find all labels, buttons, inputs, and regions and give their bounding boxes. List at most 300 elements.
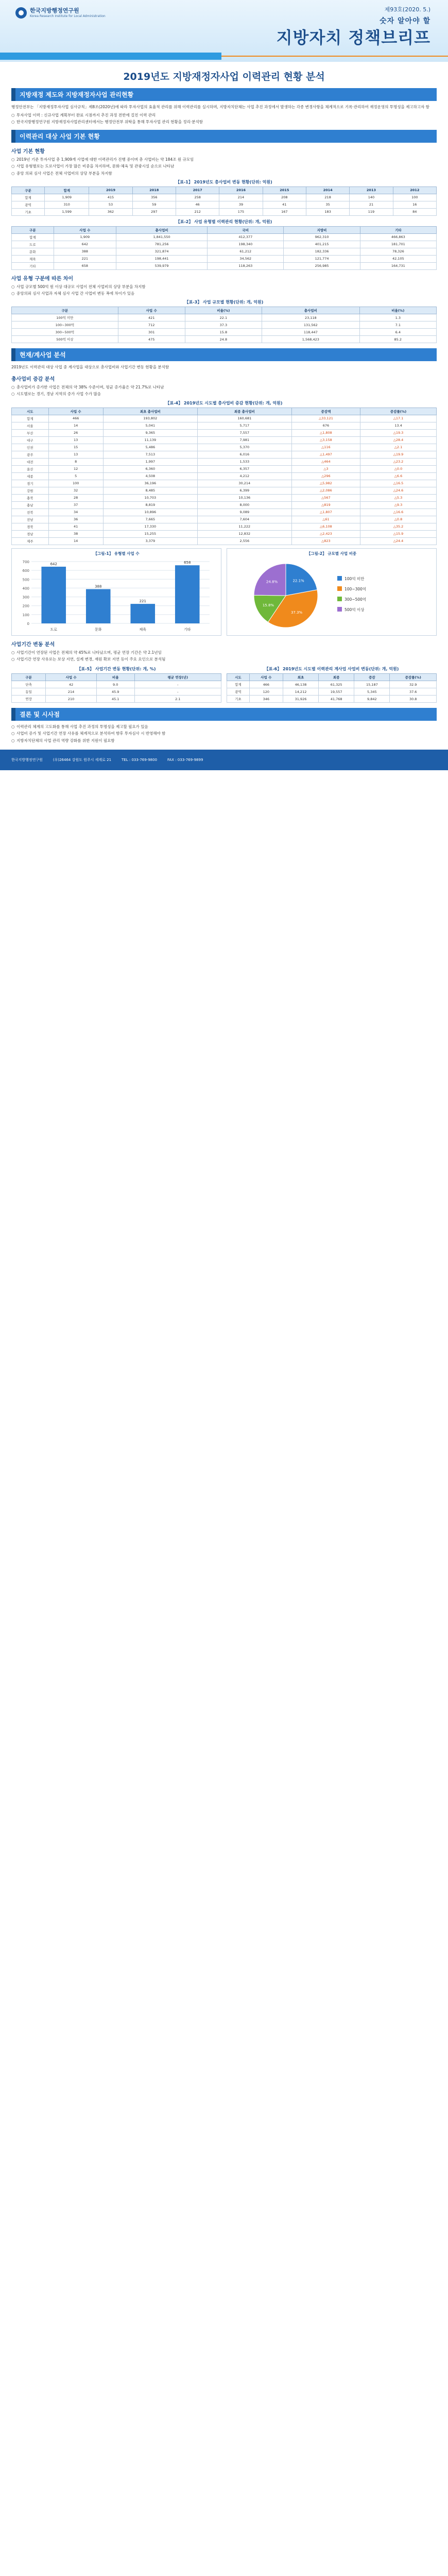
- table-cell: 53: [89, 201, 132, 208]
- table-header-row: [12, 408, 437, 415]
- table-cell: 8,485: [103, 487, 197, 494]
- table-cell: 합계: [12, 415, 49, 422]
- table-cell: 120: [249, 688, 283, 696]
- subsection-title: 사업 유형 구분에 따른 차이: [11, 276, 74, 282]
- table-cell: 2,556: [197, 537, 291, 545]
- table-header-row: [227, 674, 437, 681]
- y-tick-label: 100: [22, 613, 29, 617]
- table-cell: 문화: [12, 248, 54, 255]
- table-cell: 7,557: [197, 429, 291, 436]
- column-header: 시도: [12, 408, 49, 415]
- table-caption: 【표-1】 2019년도 총사업비 변동 현황(단위: 억원): [176, 179, 272, 184]
- table-row: [12, 422, 437, 429]
- table-cell: 356: [132, 194, 176, 201]
- table-cell: △0.0: [360, 465, 437, 472]
- table-cell: 45.9: [96, 688, 134, 696]
- table-row: [227, 681, 437, 688]
- table-cell: △3: [291, 465, 360, 472]
- column-header: 사업 수: [46, 674, 97, 681]
- column-header: 구분: [12, 226, 54, 233]
- table-cell: 85.2: [359, 336, 436, 343]
- table-row: [12, 472, 437, 480]
- table-cell: 210: [46, 696, 97, 703]
- org-name: 한국지방행정연구원: [30, 7, 79, 14]
- table-cell: 46,138: [283, 681, 318, 688]
- chart-row: [11, 548, 437, 636]
- table-cell: 421: [118, 314, 185, 321]
- column-header: 합계: [45, 187, 89, 194]
- table-row: [12, 248, 437, 255]
- table-header-row: [12, 187, 437, 194]
- table-cell: 제주: [12, 537, 49, 545]
- column-header: 사업 수: [48, 408, 103, 415]
- column-header: 최초: [283, 674, 318, 681]
- table-cell: 24.8: [185, 336, 262, 343]
- table-cell: 41: [263, 201, 306, 208]
- table-cell: 21: [350, 201, 393, 208]
- table-cell: 체육: [12, 255, 54, 262]
- table-cell: 합계: [12, 233, 54, 241]
- table-cell: 119: [350, 208, 393, 215]
- table-cell: 강원: [12, 487, 49, 494]
- column-header: 2017: [176, 187, 219, 194]
- bullet: ○ 시도별로는 경기, 경남 지역의 증가 사업 수가 많음: [11, 391, 437, 397]
- table-cell: 8,000: [197, 501, 291, 509]
- y-tick-label: 200: [22, 604, 29, 608]
- table-3: [11, 307, 437, 343]
- table-cell: △819: [291, 501, 360, 509]
- table-cell: 46: [176, 201, 219, 208]
- table-cell: 7,604: [197, 516, 291, 523]
- slice-label: 24.8%: [266, 580, 278, 584]
- bullet: ○ 사업 유형별로는 도로사업이 가장 많은 비중을 차지하며, 문화·체육 및 관광시설 순으로 나타남: [11, 163, 437, 169]
- table-cell: 10,136: [197, 494, 291, 501]
- footer-fax: FAX : 033-769-9899: [167, 757, 203, 762]
- table-row: [12, 208, 437, 215]
- table-cell: 84: [393, 208, 436, 215]
- bullet: ○ 지방자치단체의 사업 관리 역량 강화를 위한 지원이 필요함: [11, 738, 437, 743]
- table-cell: 충남: [12, 501, 49, 509]
- table-caption: 【표-6】 2019년도 시도별 이력관리 계사업 사업비 변동(단위: 개, 억원): [264, 667, 399, 671]
- table-cell: 합계: [227, 681, 250, 688]
- table-2: [11, 226, 437, 270]
- table-cell: 23,118: [262, 314, 360, 321]
- column-header: 증감액: [291, 408, 360, 415]
- table-cell: 6.4: [359, 329, 436, 336]
- table-cell: 100~300억: [12, 321, 118, 329]
- table-header-row: [12, 226, 437, 233]
- column-header: 구분: [12, 187, 45, 194]
- table-cell: 5,041: [103, 422, 197, 429]
- table-cell: 연장: [12, 696, 46, 703]
- table-row: [12, 436, 437, 444]
- column-header: 최종: [319, 674, 354, 681]
- table-cell: 6,360: [103, 465, 197, 472]
- table-cell: 22.1: [185, 314, 262, 321]
- table-cell: 36: [48, 516, 103, 523]
- table-cell: 214: [46, 688, 97, 696]
- table-5: [11, 673, 221, 703]
- table-cell: △6,108: [291, 523, 360, 530]
- table-row: [12, 465, 437, 472]
- table-cell: 대전: [12, 458, 49, 465]
- table-cell: 5,486: [103, 444, 197, 451]
- table-cell: 13: [48, 436, 103, 444]
- subsection-title: 총사업비 증감 분석: [11, 377, 55, 382]
- table-cell: △23.2: [360, 458, 437, 465]
- table-cell: △116: [291, 444, 360, 451]
- table-header-row: [12, 674, 221, 681]
- table-cell: 광역: [12, 201, 45, 208]
- table-cell: 32: [48, 487, 103, 494]
- bullet: ○ 2019년 기준 투자사업 총 1,909개 사업에 대한 이력관리가 진행 중이며 총 사업비는 약 184조 원 규모임: [11, 157, 437, 162]
- table-row: [12, 494, 437, 501]
- table-cell: 118,447: [262, 329, 360, 336]
- table-1: [11, 187, 437, 216]
- table-row: [12, 516, 437, 523]
- column-header: 최초 총사업비: [103, 408, 197, 415]
- column-header: 증감률(%): [360, 408, 437, 415]
- table-cell: 1.3: [359, 314, 436, 321]
- table-cell: △823: [291, 537, 360, 545]
- column-header: 2019: [89, 187, 132, 194]
- table-cell: 1,909: [45, 194, 89, 201]
- bar-chart-panel: [11, 548, 221, 636]
- header-banner: [0, 0, 448, 62]
- table-cell: 258: [176, 194, 219, 201]
- table-cell: 동일: [12, 688, 46, 696]
- table-row: [12, 255, 437, 262]
- table-row: [12, 509, 437, 516]
- column-header: 2018: [132, 187, 176, 194]
- table-cell: 기초: [12, 208, 45, 215]
- table-row: [12, 530, 437, 537]
- column-header: 구분: [12, 674, 46, 681]
- column-header: 2012: [393, 187, 436, 194]
- table-cell: 부산: [12, 429, 49, 436]
- table-4: [11, 408, 437, 545]
- table-cell: △567: [291, 494, 360, 501]
- y-tick-label: 600: [22, 568, 29, 573]
- table-cell: 14,212: [283, 688, 318, 696]
- table-cell: 6,399: [197, 487, 291, 494]
- table-cell: 415: [89, 194, 132, 201]
- table-cell: 26: [48, 429, 103, 436]
- table-cell: 13.4: [360, 422, 437, 429]
- table-cell: △61: [291, 516, 360, 523]
- table-cell: △28.4: [360, 436, 437, 444]
- table-cell: 11,139: [103, 436, 197, 444]
- table-cell: 합계: [12, 194, 45, 201]
- table-cell: 경기: [12, 480, 49, 487]
- footer: [0, 750, 448, 770]
- table-cell: 41,768: [319, 696, 354, 703]
- legend-swatch: [337, 597, 342, 601]
- table-cell: 131,562: [262, 321, 360, 329]
- column-header: 비율(%): [185, 307, 262, 314]
- table-cell: 1,568,423: [262, 336, 360, 343]
- table-cell: 7,665: [103, 516, 197, 523]
- table-cell: 전남: [12, 516, 49, 523]
- table-cell: 41: [48, 523, 103, 530]
- table-cell: 401,215: [284, 241, 360, 248]
- column-header: 사업 수: [118, 307, 185, 314]
- table-cell: △16.5: [360, 480, 437, 487]
- table-cell: 466,863: [360, 233, 436, 241]
- table-cell: 78,326: [360, 248, 436, 255]
- table-cell: 12: [48, 465, 103, 472]
- table-cell: 466: [249, 681, 283, 688]
- table-cell: △15.9: [360, 530, 437, 537]
- legend-swatch: [337, 586, 342, 591]
- table-cell: 경남: [12, 530, 49, 537]
- data-label: 388: [95, 584, 102, 588]
- table-cell: 28: [48, 494, 103, 501]
- table-cell: 경북: [12, 523, 49, 530]
- table-cell: 198,441: [116, 255, 208, 262]
- table-cell: 221: [54, 255, 116, 262]
- table-cell: 39: [219, 201, 263, 208]
- table-cell: 14: [48, 537, 103, 545]
- table-cell: 962,310: [284, 233, 360, 241]
- table-cell: 181,701: [360, 241, 436, 248]
- column-header: 국비: [208, 226, 284, 233]
- table-cell: 10,703: [103, 494, 197, 501]
- pie-chart: [229, 557, 430, 634]
- table-cell: 164,731: [360, 262, 436, 269]
- brand-title: 지방자치 정책브리프: [276, 28, 430, 47]
- table-cell: 175: [219, 208, 263, 215]
- table-cell: 9,365: [103, 429, 197, 436]
- table-cell: 37: [48, 501, 103, 509]
- table-row: [12, 458, 437, 465]
- section-4: [11, 708, 437, 743]
- table-cell: 15: [48, 444, 103, 451]
- table-row: [12, 681, 221, 688]
- table-cell: 31,926: [283, 696, 318, 703]
- x-tick-label: 기타: [183, 627, 191, 632]
- chart-title: 【그림-1】 유형별 사업 수: [93, 551, 140, 556]
- table-cell: 서울: [12, 422, 49, 429]
- x-tick-label: 문화: [94, 627, 102, 632]
- table-cell: 15,187: [354, 681, 390, 688]
- table-cell: 1,997: [103, 458, 197, 465]
- table-caption: 【표-5】 사업기간 변동 현황(단위: 개, %): [77, 667, 156, 671]
- column-header: 구분: [12, 307, 118, 314]
- table-cell: 10,896: [103, 509, 197, 516]
- table-cell: 5,717: [197, 422, 291, 429]
- table-cell: 9,089: [197, 509, 291, 516]
- table-caption: 【표-4】 2019년도 시도별 총사업비 증감 현황(단위: 개, 억원): [165, 400, 283, 405]
- table-cell: 321,874: [116, 248, 208, 255]
- table-cell: 36,196: [103, 480, 197, 487]
- table-cell: 34,562: [208, 255, 284, 262]
- table-row: [12, 451, 437, 458]
- table-cell: 214: [219, 194, 263, 201]
- bullet: ○ 사업기간이 연장된 사업은 전체의 약 45%로 나타났으며, 평균 연장 기간은 약 2.1년임: [11, 650, 437, 655]
- column-header: 2015: [263, 187, 306, 194]
- table-row: [227, 688, 437, 696]
- bullet: ○ 중앙의뢰 심사 사업과 자체 심사 사업 간 사업비 변동 폭에 차이가 있음: [11, 291, 437, 296]
- table-cell: 34: [48, 509, 103, 516]
- table-cell: 5: [48, 472, 103, 480]
- table-cell: 35: [306, 201, 349, 208]
- table-cell: △1,497: [291, 451, 360, 458]
- table-row: [12, 336, 437, 343]
- table-cell: 310: [45, 201, 89, 208]
- table-row: [12, 501, 437, 509]
- table-cell: 도로: [12, 241, 54, 248]
- table-cell: 1,599: [45, 208, 89, 215]
- table-cell: 301: [118, 329, 185, 336]
- y-tick-label: 700: [22, 560, 29, 564]
- table-cell: 19,557: [319, 688, 354, 696]
- column-header: 사업 수: [54, 226, 116, 233]
- table-cell: 5,370: [197, 444, 291, 451]
- legend-label: 500억 이상: [344, 607, 365, 612]
- table-cell: 676: [291, 422, 360, 429]
- logo-icon: [15, 7, 27, 19]
- table-cell: -: [134, 688, 221, 696]
- table-cell: 9,842: [354, 696, 390, 703]
- column-header: 2016: [219, 187, 263, 194]
- y-tick-label: 500: [22, 577, 29, 582]
- table-cell: 539,979: [116, 262, 208, 269]
- table-cell: 160,681: [197, 415, 291, 422]
- table-cell: 642: [54, 241, 116, 248]
- blue-bar: [0, 53, 221, 60]
- section-title-1: 지방재정 제도와 지방재정자사업 관리현황: [11, 88, 437, 101]
- table-cell: 대구: [12, 436, 49, 444]
- table-cell: △24.4: [360, 537, 437, 545]
- table-cell: △24.6: [360, 487, 437, 494]
- table-cell: △1,807: [291, 509, 360, 516]
- table-cell: 12,832: [197, 530, 291, 537]
- section-2: [11, 130, 437, 343]
- table-cell: △33,121: [291, 415, 360, 422]
- table-cell: △19.3: [360, 429, 437, 436]
- column-header: 사업 수: [249, 674, 283, 681]
- table-cell: 182,336: [284, 248, 360, 255]
- table-cell: △5,982: [291, 480, 360, 487]
- table-cell: 658: [54, 262, 116, 269]
- table-cell: △296: [291, 472, 360, 480]
- table-row: [12, 696, 221, 703]
- table-cell: 38: [48, 530, 103, 537]
- table-cell: 7,513: [103, 451, 197, 458]
- bullet: ○ 이력관리 체계의 고도화를 통해 사업 추진 과정의 투명성을 제고할 필요가 있음: [11, 724, 437, 730]
- intro-bullet: ○ 한국지방행정연구원 지방재정자사업관리센터에서는 행정안전부 위탁을 통해 투자사업 관리 현황을 정리·분석함: [11, 119, 437, 125]
- y-tick-label: 0: [27, 621, 29, 626]
- table-cell: -: [134, 681, 221, 688]
- table-caption: 【표-3】 사업 규모별 현황(단위: 개, 억원): [184, 300, 264, 305]
- table-cell: △19.9: [360, 451, 437, 458]
- bullet: ○ 총사업비가 증가한 사업은 전체의 약 38% 수준이며, 평균 증가율은 약 21.7%로 나타남: [11, 384, 437, 390]
- x-tick-label: 도로: [50, 627, 58, 632]
- table-cell: 297: [132, 208, 176, 215]
- column-header: 지방비: [284, 226, 360, 233]
- table-row: [12, 444, 437, 451]
- table-cell: △3,158: [291, 436, 360, 444]
- column-header: 2013: [350, 187, 393, 194]
- table-cell: 15.8: [185, 329, 262, 336]
- table-cell: 42: [46, 681, 97, 688]
- table-cell: 기초: [227, 696, 250, 703]
- bar: [130, 604, 155, 623]
- bullet: ○ 사업비 증가 및 사업기간 연장 사유를 체계적으로 분석하여 향후 투자심사 시 반영해야 함: [11, 731, 437, 736]
- table-row: [12, 480, 437, 487]
- table-cell: △2.1: [360, 444, 437, 451]
- column-header: 총사업비: [116, 226, 208, 233]
- table-cell: 6,357: [197, 465, 291, 472]
- table-row: [12, 194, 437, 201]
- table-cell: 30,214: [197, 480, 291, 487]
- table-caption: 【표-2】 사업 유형별 이력관리 현황(단위: 개, 억원): [176, 219, 272, 224]
- table-cell: 기타: [12, 262, 54, 269]
- table-cell: 412,377: [208, 233, 284, 241]
- y-tick-label: 400: [22, 586, 29, 590]
- table-row-pair: [11, 663, 437, 703]
- table-cell: 500억 이상: [12, 336, 118, 343]
- column-header: 총사업비: [262, 307, 360, 314]
- table-cell: 781,256: [116, 241, 208, 248]
- legend-label: 100~300억: [344, 586, 367, 591]
- table-cell: 3,379: [103, 537, 197, 545]
- slice-label: 22.1%: [292, 578, 304, 583]
- table-cell: 183: [306, 208, 349, 215]
- table-cell: △5.3: [360, 494, 437, 501]
- table-row: [12, 537, 437, 545]
- section-1: [11, 88, 437, 125]
- table-cell: 37.3: [185, 321, 262, 329]
- table-cell: 광주: [12, 451, 49, 458]
- table-cell: 8,819: [103, 501, 197, 509]
- data-label: 642: [50, 562, 57, 566]
- table-cell: 37.6: [390, 688, 437, 696]
- legend-swatch: [337, 607, 342, 612]
- table-cell: △2,423: [291, 530, 360, 537]
- table-cell: △464: [291, 458, 360, 465]
- brand-tagline: 숫자 알아야 할: [380, 17, 430, 25]
- table-cell: 세종: [12, 472, 49, 480]
- table-cell: 45.1: [96, 696, 134, 703]
- section-title-4: 결론 및 시사점: [11, 708, 437, 721]
- table-row: [12, 523, 437, 530]
- intro-paragraph: 행정안전부는 「지방재정투자사업 심사규칙」제8조(2020년)에 따라 투자사업의 효율적 관리를 위해 이력관리를 실시하며, 지방자치단체는 사업 추진 과정에서 발생하는 각종 변경사항을 체계적으로 기록·관리하여 재정운영의 투명성을 제고하고자 함: [11, 105, 429, 109]
- section-intro: 2019년도 이력관리 대상 사업 중 계사업을 대상으로 총사업비와 사업기간 변동 현황을 분석함: [11, 365, 169, 370]
- section-title-2: 이력관리 대상 사업 기본 현황: [11, 130, 437, 143]
- chart-title: 【그림-2】 규모별 사업 비중: [306, 551, 357, 556]
- table-cell: 1,909: [54, 233, 116, 241]
- legend-label: 300~500억: [344, 597, 367, 602]
- table-cell: 17,330: [103, 523, 197, 530]
- table-cell: 61,212: [208, 248, 284, 255]
- table-cell: △16.6: [360, 509, 437, 516]
- table-cell: 16: [393, 201, 436, 208]
- table-row: [12, 487, 437, 494]
- org-logo: [15, 7, 106, 19]
- table-cell: 울산: [12, 465, 49, 472]
- table-cell: 100: [48, 480, 103, 487]
- column-header: 비율: [96, 674, 134, 681]
- table-cell: △6.6: [360, 472, 437, 480]
- table-cell: 388: [54, 248, 116, 255]
- table-cell: 167: [263, 208, 306, 215]
- table-cell: 466: [48, 415, 103, 422]
- table-cell: 475: [118, 336, 185, 343]
- table-cell: 15,255: [103, 530, 197, 537]
- column-header: 시도: [227, 674, 250, 681]
